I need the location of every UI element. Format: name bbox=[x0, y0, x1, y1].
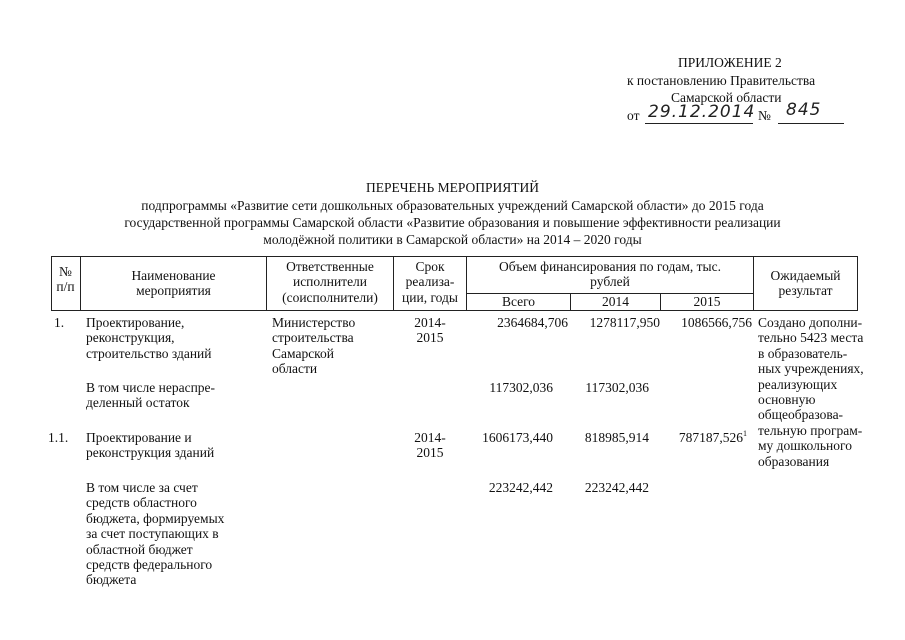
header-2014: 2014 bbox=[602, 294, 629, 309]
date-prefix: от bbox=[627, 108, 640, 123]
appendix-line-1: к постановлению Правительства bbox=[627, 73, 816, 88]
header-name-line: мероприятия bbox=[136, 283, 211, 299]
row-total: 1606173,440 bbox=[482, 430, 553, 445]
header-term-line: реализа- bbox=[405, 274, 455, 290]
row-name-line: деленный остаток bbox=[86, 395, 190, 411]
expected-result-line: ных учреждениях, bbox=[758, 361, 864, 377]
number-underline bbox=[778, 123, 844, 124]
expected-result-line: тельную програм- bbox=[758, 422, 863, 438]
expected-result bbox=[758, 315, 868, 469]
row-term bbox=[394, 315, 466, 346]
row-2015 bbox=[661, 430, 747, 445]
row-term-line: 2015 bbox=[416, 445, 444, 461]
row-name-line: строительство зданий bbox=[86, 345, 212, 361]
row-2014: 818985,914 bbox=[584, 430, 649, 445]
header-total: Всего bbox=[501, 294, 536, 309]
row-name bbox=[86, 480, 266, 588]
expected-result-line: в образователь- bbox=[758, 345, 848, 361]
row-executor-line: Самарской bbox=[272, 345, 335, 361]
row-num: 1. bbox=[54, 315, 65, 330]
row-name-line: бюджета bbox=[86, 572, 137, 588]
document-title: ПЕРЕЧЕНЬ МЕРОПРИЯТИЙ bbox=[365, 180, 540, 195]
header-term-line: Срок bbox=[415, 259, 445, 274]
expected-result-line: основную bbox=[758, 392, 816, 408]
header-name bbox=[81, 268, 266, 299]
row-executor-line: Министерство bbox=[272, 315, 356, 330]
appendix-title: ПРИЛОЖЕНИЕ 2 bbox=[678, 55, 782, 70]
footnote-marker: 1 bbox=[743, 429, 747, 438]
header-result-line: результат bbox=[778, 283, 833, 299]
date-underline bbox=[645, 123, 753, 124]
row-name-line: В том числе нераспре- bbox=[86, 380, 216, 395]
header-num-line: п/п bbox=[56, 279, 75, 295]
header-executors bbox=[267, 259, 393, 305]
handwritten-date: 29.12.2014 bbox=[648, 102, 756, 122]
header-term-line: ции, годы bbox=[402, 289, 458, 305]
row-name-line: В том числе за счет bbox=[86, 480, 198, 495]
expected-result-line: му дошкольного bbox=[758, 438, 852, 454]
row-name bbox=[86, 430, 266, 461]
row-name-line: бюджета, формируемых bbox=[86, 510, 225, 526]
header-executors-line: Ответственные bbox=[286, 259, 374, 274]
handwritten-number: 845 bbox=[786, 100, 822, 120]
row-name-line: Проектирование, bbox=[86, 315, 185, 330]
header-executors-line: исполнители bbox=[292, 274, 368, 290]
header-financing bbox=[467, 259, 753, 290]
table-top-border bbox=[51, 256, 858, 257]
row-name bbox=[86, 380, 266, 411]
row-name-line: Проектирование и bbox=[86, 430, 192, 445]
row-2015-value: 787187,526 bbox=[678, 430, 743, 445]
expected-result-line: образования bbox=[758, 453, 830, 469]
expected-result-line: реализующих bbox=[758, 376, 838, 392]
appendix-line-2: Самарской области bbox=[671, 90, 782, 105]
row-name-line: средств федерального bbox=[86, 557, 213, 573]
row-2015: 1086566,756 bbox=[681, 315, 752, 330]
header-term bbox=[394, 259, 466, 305]
row-total: 117302,036 bbox=[489, 380, 553, 395]
col-line bbox=[857, 256, 858, 310]
expected-result-line: Создано дополни- bbox=[758, 315, 863, 330]
row-term-line: 2014- bbox=[414, 315, 446, 330]
row-2014: 117302,036 bbox=[585, 380, 649, 395]
row-executor bbox=[272, 315, 392, 377]
header-executors-line: (соисполнители) bbox=[282, 289, 378, 305]
row-term-line: 2015 bbox=[416, 330, 444, 346]
header-2015: 2015 bbox=[693, 294, 721, 309]
row-name-line: реконструкция зданий bbox=[86, 445, 215, 461]
row-num: 1.1. bbox=[48, 430, 69, 445]
table-header-bottom-border bbox=[51, 310, 858, 311]
row-name bbox=[86, 315, 266, 361]
row-2014: 223242,442 bbox=[584, 480, 649, 495]
document-subtitle-2: государственной программы Самарской области «Развитие образования и повышение эффективности реализации bbox=[124, 215, 781, 230]
row-2014: 1278117,950 bbox=[589, 315, 660, 330]
number-prefix: № bbox=[758, 108, 771, 123]
header-financing-line: Объем финансирования по годам, тыс. bbox=[499, 259, 721, 274]
header-financing-line: рублей bbox=[590, 274, 630, 290]
row-term-line: 2014- bbox=[414, 430, 446, 445]
row-name-line: областной бюджет bbox=[86, 541, 193, 557]
header-num-line: № bbox=[59, 264, 72, 279]
document-subtitle-1: подпрограммы «Развитие сети дошкольных образовательных учреждений Самарской области» до 2015 года bbox=[141, 198, 764, 213]
row-executor-line: области bbox=[272, 361, 318, 377]
row-total: 2364684,706 bbox=[497, 315, 568, 330]
expected-result-line: тельно 5423 места bbox=[758, 330, 864, 346]
header-num bbox=[51, 264, 80, 295]
row-name-line: реконструкция, bbox=[86, 330, 175, 346]
row-executor-line: строительства bbox=[272, 330, 354, 346]
row-name-line: за счет поступающих в bbox=[86, 526, 219, 542]
header-name-line: Наименование bbox=[131, 268, 216, 283]
header-result-line: Ожидаемый bbox=[770, 268, 841, 283]
row-term bbox=[394, 430, 466, 461]
row-name-line: средств областного bbox=[86, 495, 197, 511]
row-total: 223242,442 bbox=[488, 480, 553, 495]
expected-result-line: общеобразова- bbox=[758, 407, 844, 423]
document-subtitle-3: молодёжной политики в Самарской области» на 2014 – 2020 годы bbox=[263, 232, 642, 247]
header-result bbox=[754, 268, 857, 299]
